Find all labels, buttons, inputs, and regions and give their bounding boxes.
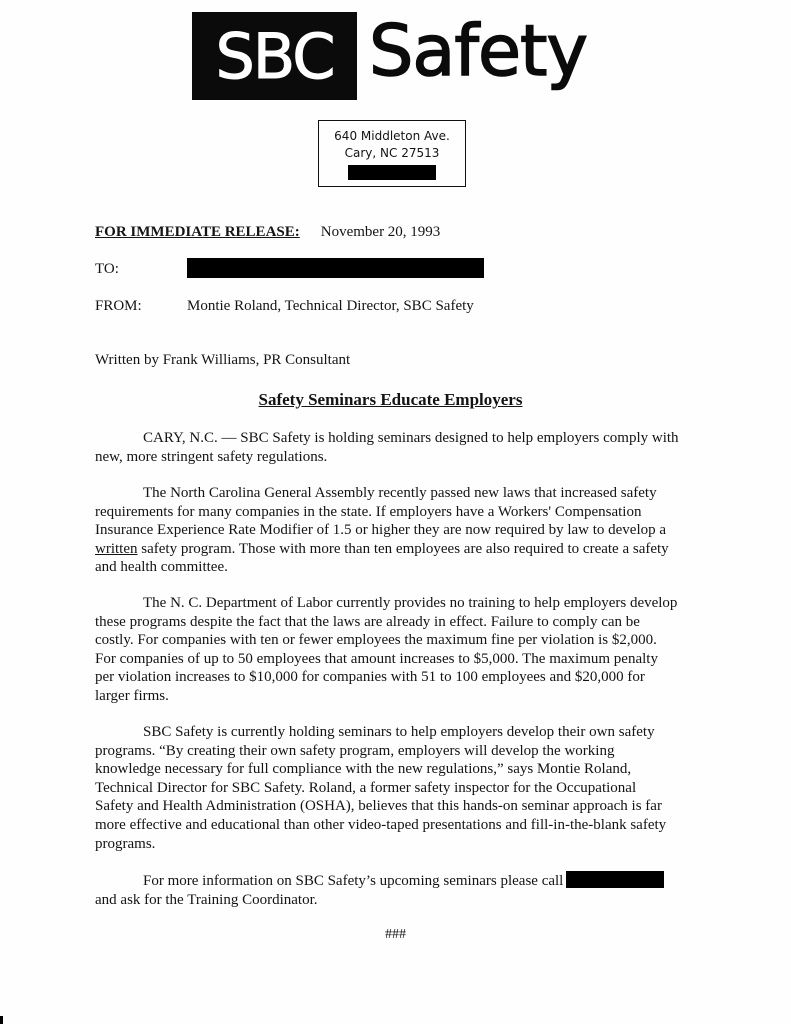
paragraph-line: The North Carolina General Assembly recently passed new laws that increased safety bbox=[143, 485, 657, 501]
from-value: Montie Roland, Technical Director, SBC Safety bbox=[187, 298, 474, 314]
paragraph-line: larger firms. bbox=[95, 687, 169, 704]
paragraph-line: For companies of up to 50 employees that amount increases to $5,000. The maximum penalty bbox=[95, 650, 658, 667]
headline bbox=[0, 390, 791, 410]
paragraph-line: and health committee. bbox=[95, 559, 228, 576]
paragraph-line bbox=[95, 871, 700, 891]
paragraph-line: requirements for many companies in the state. If employers have a Workers' Compensation bbox=[95, 503, 642, 520]
paragraph-2 bbox=[95, 484, 700, 577]
scan-edge-mark bbox=[0, 1016, 3, 1024]
paragraph-1 bbox=[95, 429, 700, 466]
paragraph-line: costly. For companies with ten or fewer employees the maximum fine per violation is $2,000. bbox=[95, 632, 657, 649]
paragraph-line: and ask for the Training Coordinator. bbox=[95, 891, 318, 908]
redacted-phone-number bbox=[566, 871, 664, 888]
paragraph-line: programs. “By creating their own safety program, employers will develop the working bbox=[95, 742, 615, 759]
contact-text: For more information on SBC Safety’s upcoming seminars please call bbox=[143, 873, 564, 889]
paragraph-line: knowledge necessary for full compliance with the new regulations,” says Montie Roland, bbox=[95, 761, 632, 778]
paragraph-line: Technical Director for SBC Safety. Roland, a former safety inspector for the Occupational bbox=[95, 779, 637, 796]
paragraph-line: programs. bbox=[95, 835, 156, 852]
from-label: FROM: bbox=[95, 298, 142, 314]
release-line bbox=[95, 223, 440, 241]
address-line-street: 640 Middleton Ave. bbox=[334, 129, 450, 143]
end-mark: ### bbox=[385, 927, 406, 942]
underlined-word-written: written bbox=[95, 540, 138, 557]
logo-word: Safety bbox=[369, 10, 587, 92]
paragraph-3 bbox=[95, 594, 700, 706]
to-label: TO: bbox=[95, 261, 119, 277]
paragraph-line: SBC Safety is currently holding seminars to help employers develop their own safety bbox=[143, 724, 655, 740]
release-label: FOR IMMEDIATE RELEASE: bbox=[95, 224, 300, 240]
paragraph-line: these programs despite the fact that the laws are already in effect. Failure to comply can be bbox=[95, 613, 640, 630]
logo-box-text: SBC bbox=[215, 19, 334, 93]
paragraph-line: Safety and Health Administration (OSHA), believes that this hands-on seminar approach is far bbox=[95, 798, 662, 815]
paragraph-line-rest: safety program. Those with more than ten employees are also required to create a safety bbox=[137, 540, 669, 557]
paragraph-line: CARY, N.C. — SBC Safety is holding seminars designed to help employers comply with bbox=[143, 430, 679, 446]
paragraph-4 bbox=[95, 723, 700, 853]
paragraph-line: The N. C. Department of Labor currently provides no training to help employers develop bbox=[143, 595, 678, 611]
release-date: November 20, 1993 bbox=[320, 224, 441, 240]
logo-box bbox=[192, 12, 357, 100]
sbc-safety-logo bbox=[192, 12, 587, 104]
paragraph-5 bbox=[95, 871, 700, 909]
redacted-phone bbox=[348, 165, 436, 180]
address-box bbox=[318, 120, 466, 187]
paragraph-line: more effective and educational than other video-taped presentations and fill-in-the-blank safety bbox=[95, 816, 667, 833]
headline-text: Safety Seminars Educate Employers bbox=[258, 390, 523, 409]
address-line-city: Cary, NC 27513 bbox=[344, 146, 440, 160]
paragraph-line: Insurance Experience Rate Modifier of 1.5 or higher they are now required by law to develop a bbox=[95, 522, 667, 539]
redacted-recipient bbox=[187, 258, 484, 278]
paragraph-line: new, more stringent safety regulations. bbox=[95, 448, 328, 465]
paragraph-line: per violation increases to $10,000 for companies with 51 to 100 employees and $20,000 for bbox=[95, 669, 645, 686]
written-by: Written by Frank Williams, PR Consultant bbox=[95, 352, 351, 368]
paragraph-line bbox=[95, 540, 700, 559]
